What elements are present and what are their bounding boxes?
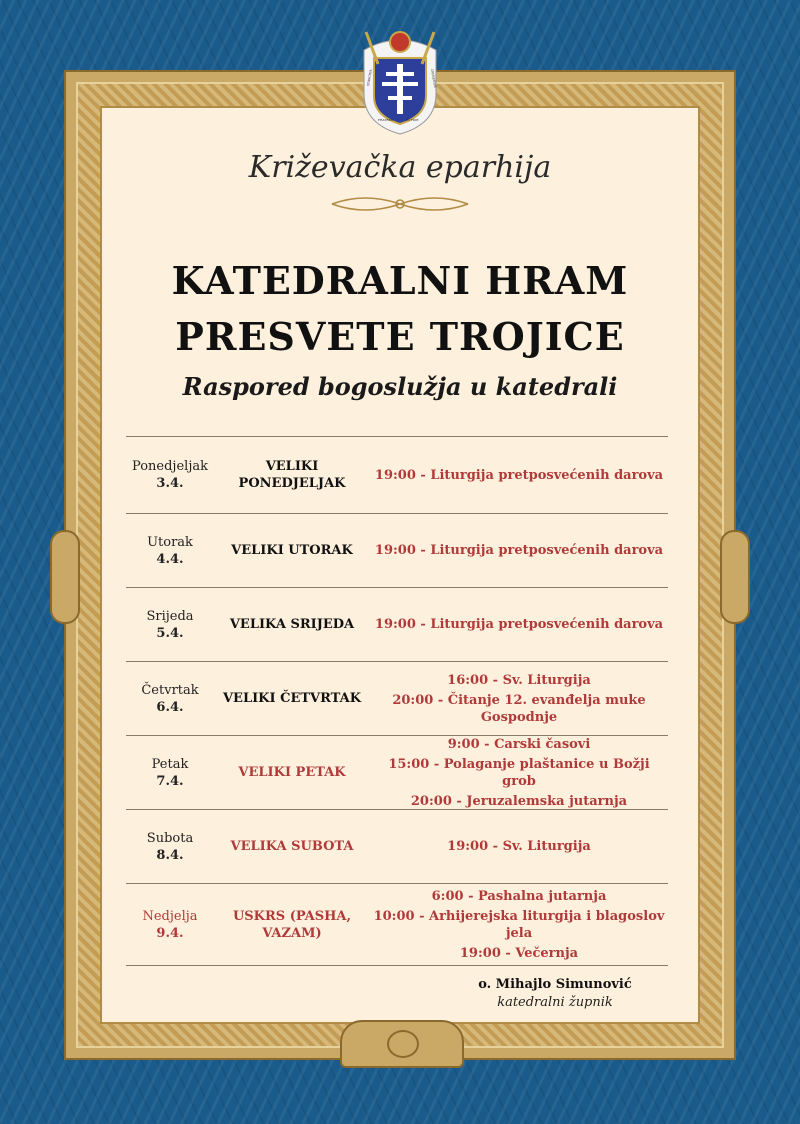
event-item: 10:00 - Arhijerejska liturgija i blagoslov jela: [373, 908, 665, 941]
crest-bottom-left: FRATRES: [378, 118, 393, 122]
table-row: [126, 662, 668, 736]
event-item: 19:00 - Večernja: [459, 945, 579, 961]
service-name: VELIKI PETAK: [238, 765, 346, 780]
service-name: VELIKA SRIJEDA: [229, 617, 355, 632]
left-side-ornament: [50, 530, 80, 624]
signature-role: katedralni župnik: [497, 995, 613, 1010]
service-name: VELIKI ČETVRTAK: [222, 691, 362, 706]
event-item: 19:00 - Liturgija pretposvećenih darova: [374, 617, 664, 632]
crest-right-band: CRISIENSIS: [430, 68, 438, 88]
page-title-line1: KATEDRALNI HRAM: [171, 258, 629, 303]
right-side-ornament: [720, 530, 750, 624]
service-name: VELIKI UTORAK: [231, 543, 353, 558]
event-item: 9:00 - Carski časovi: [447, 736, 591, 752]
date-label: 5.4.: [156, 625, 184, 641]
day-label: Utorak: [147, 534, 193, 550]
eparchy-crest-icon: [356, 24, 444, 136]
event-item: 19:00 - Liturgija pretposvećenih darova: [374, 467, 664, 483]
day-label: Nedjelja: [142, 908, 198, 924]
table-row: [126, 514, 668, 588]
date-label: 4.4.: [156, 551, 184, 567]
event-item: 15:00 - Polaganje plaštanice u Božji grob: [388, 756, 650, 789]
signature-block: [470, 976, 640, 1012]
table-row: [126, 736, 668, 810]
date-label: 8.4.: [156, 847, 184, 863]
day-label: Subota: [146, 830, 194, 846]
date-label: 3.4.: [156, 476, 184, 491]
day-label: Srijeda: [146, 608, 194, 624]
eparchy-name: Križevačka eparhija: [248, 150, 552, 185]
page-subtitle: Raspored bogoslužja u katedrali: [182, 372, 618, 401]
date-label: 7.4.: [156, 773, 184, 789]
table-row: [126, 437, 668, 514]
date-label: 9.4.: [156, 925, 184, 941]
day-label: Ponedjeljak: [132, 459, 208, 474]
event-item: 20:00 - Čitanje 12. evanđelja muke Gospodnje: [392, 692, 646, 725]
day-label: Četvrtak: [141, 682, 199, 698]
service-name: VELIKI PONEDJELJAK: [238, 459, 346, 491]
event-item: 19:00 - Sv. Liturgija: [447, 839, 591, 854]
table-row: [126, 810, 668, 884]
date-label: 6.4.: [156, 699, 184, 715]
table-row: [126, 588, 668, 662]
page-title-line2: PRESVETE TROJICE: [175, 314, 625, 359]
signature-name: o. Mihajlo Simunović: [478, 977, 632, 992]
table-row: [126, 884, 668, 966]
flourish-ornament-icon: [330, 192, 470, 216]
event-item: 19:00 - Liturgija pretposvećenih darova: [374, 543, 664, 558]
event-item: 6:00 - Pashalna jutarnja: [431, 888, 607, 904]
event-item: 16:00 - Sv. Liturgija: [447, 672, 591, 688]
crest-left-band: EPARCHIA: [366, 69, 373, 87]
event-item: 20:00 - Jeruzalemska jutarnja: [410, 793, 628, 809]
crest-bottom-right: IN FIDE: [406, 118, 419, 122]
bottom-ornament: [340, 1020, 464, 1068]
service-name: USKRS (PASHA, VAZAM): [232, 908, 352, 941]
day-label: Petak: [151, 756, 189, 772]
schedule-table: [126, 436, 668, 966]
service-name: VELIKA SUBOTA: [230, 839, 354, 854]
